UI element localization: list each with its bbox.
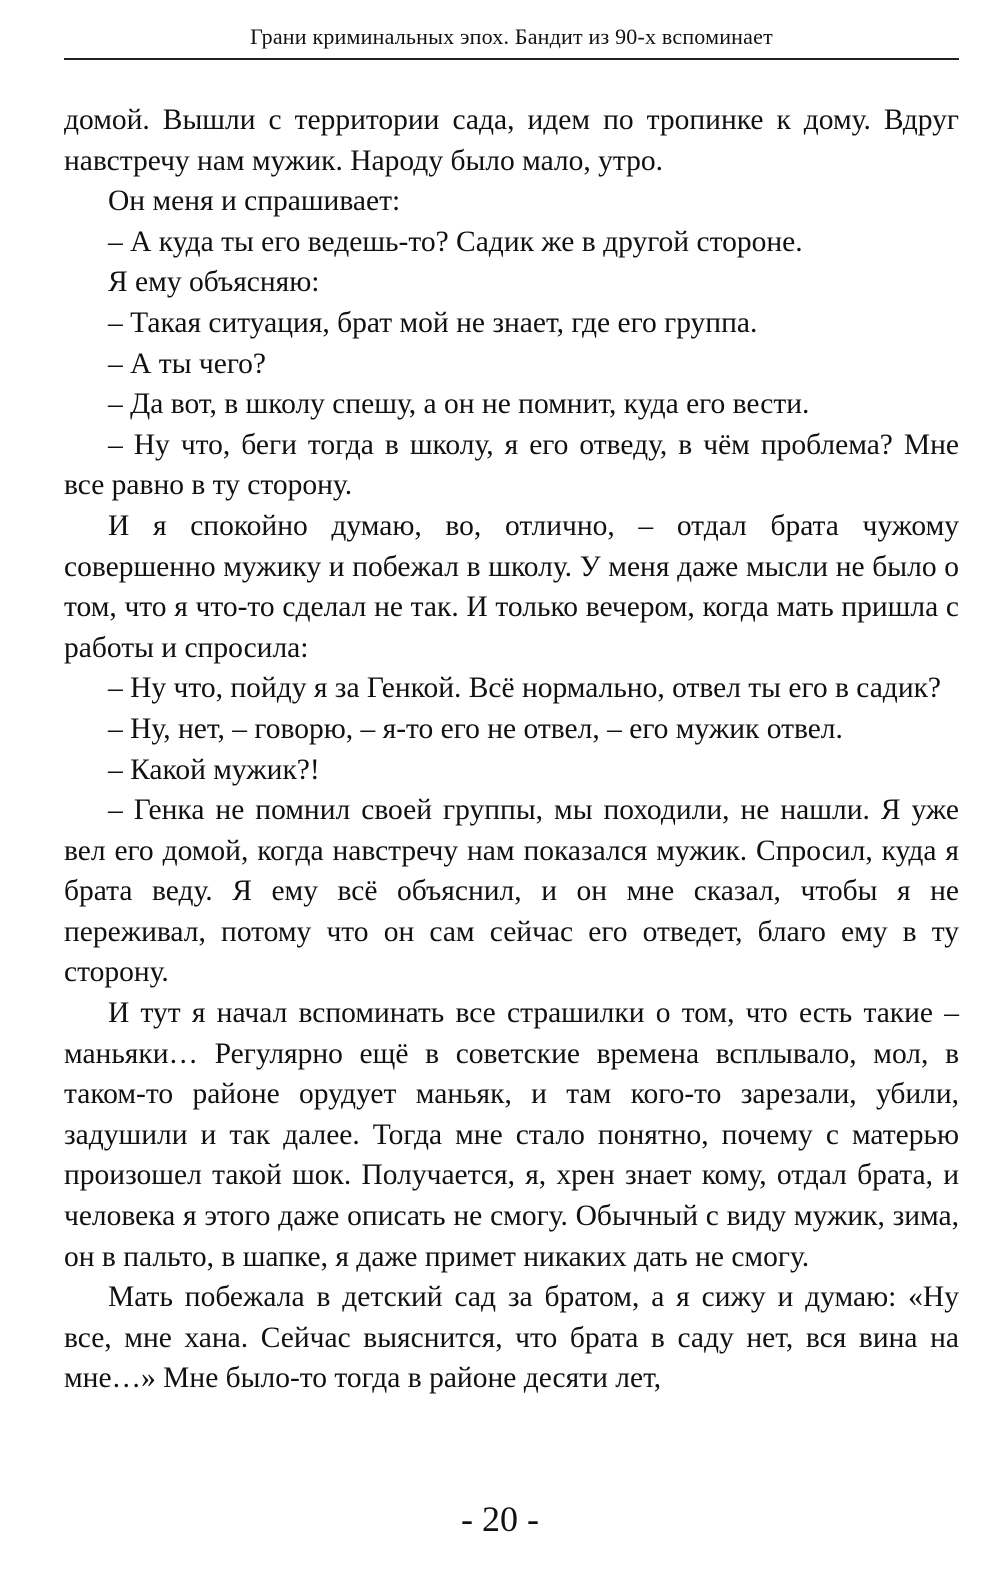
dialogue-line: – Генка не помнил своей группы, мы походили, не нашли. Я уже вел его домой, когда навстречу нам показался мужик. Спросил, куда я брата веду. Я ему всё объяснил, и он мне сказал, чтобы я не переживал, потому что он сам сейчас его отведет, благо ему в ту сторону. [64, 794, 959, 989]
paragraph: И тут я начал вспоминать все страшилки о том, что есть такие – маньяки… Регулярно ещё в советские времена всплывало, мол, в таком-то районе орудует маньяк, и там кого-то зарезали, убили, задушили и так далее. Тогда мне стало понятно, почему с матерью произошел такой шок. Получается, я, хрен знает кому, отдал брата, и человека я этого даже описать не смогу. Обычный с виду мужик, зима, он в пальто, в шапке, я даже примет никаких дать не смогу. [64, 997, 959, 1273]
dialogue-line: – Такая ситуация, брат мой не знает, где его группа. [108, 306, 758, 339]
dialogue-line: – Ну что, беги тогда в школу, я его отведу, в чём проблема? Мне все равно в ту сторону. [64, 428, 959, 502]
header-rule [64, 58, 959, 60]
body-text [64, 100, 959, 1399]
paragraph: И я спокойно думаю, во, отлично, – отдал брата чужому совершенно мужику и побежал в школу. У меня даже мысли не было о том, что я что-то сделал не так. И только вечером, когда мать пришла с работы и спросила: [64, 509, 959, 664]
running-head: Грани криминальных эпох. Бандит из 90-х вспоминает [250, 24, 773, 49]
dialogue-line: – Какой мужик?! [108, 753, 320, 786]
dialogue-line: – А ты чего? [108, 347, 267, 380]
page-number: - 20 - [461, 1499, 539, 1539]
dialogue-line: – Ну что, пойду я за Генкой. Всё нормально, отвел ты его в садик? [108, 672, 942, 705]
paragraph: Мать побежала в детский сад за братом, а я сижу и думаю: «Ну все, мне хана. Сейчас выяснится, что брата в саду нет, вся вина на мне…» Мне было-то тогда в районе десяти лет, [64, 1281, 959, 1395]
paragraph-continuation: домой. Вышли с территории сада, идем по тропинке к дому. Вдруг навстречу нам мужик. Народу было мало, утро. [64, 104, 959, 177]
dialogue-line: – А куда ты его ведешь-то? Садик же в другой стороне. [108, 225, 803, 258]
paragraph: Я ему объясняю: [108, 266, 320, 299]
dialogue-line: – Да вот, в школу спешу, а он не помнит, куда его вести. [108, 388, 810, 421]
dialogue-line: – Ну, нет, – говорю, – я-то его не отвел, – его мужик отвел. [108, 712, 843, 745]
paragraph: Он меня и спрашивает: [108, 185, 401, 218]
